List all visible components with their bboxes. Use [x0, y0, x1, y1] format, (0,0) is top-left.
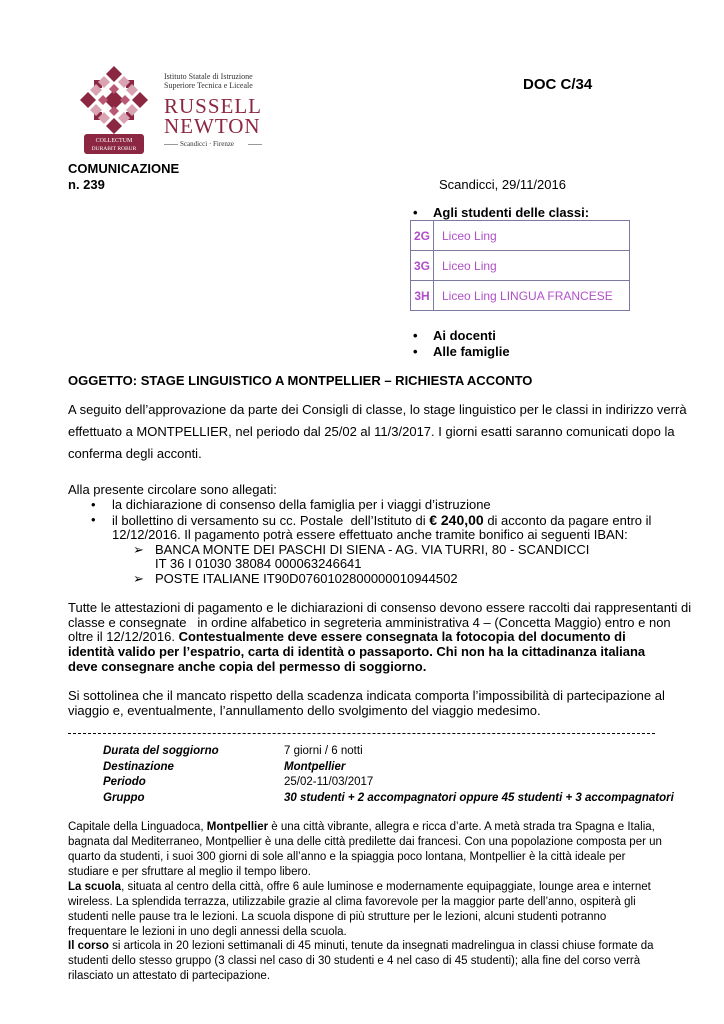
detail-label: Durata del soggiorno — [103, 745, 219, 757]
doc-code: DOC C/34 — [523, 76, 593, 93]
attachment-item-text: di acconto da pagare entro il — [483, 513, 652, 528]
description-line — [68, 940, 654, 952]
logo-location: Scandicci · Firenze — [180, 140, 235, 148]
bullet: • — [91, 497, 96, 512]
description-line: bagnata dal Mediterraneo, Montpellier è una delle città predilette dai francesi. Con una popolazione composta per un — [68, 836, 662, 848]
class-code: 2G — [411, 221, 434, 251]
class-name: Liceo Ling LINGUA FRANCESE — [434, 281, 630, 311]
description-bold: La scuola — [68, 881, 122, 893]
payment-text-bold: Contestualmente deve essere consegnata la fotocopia del documento di — [178, 629, 626, 644]
logo-name-newton: NEWTON — [164, 114, 261, 138]
students-heading-bullet: • — [413, 205, 418, 220]
subject-line: OGGETTO: STAGE LINGUISTICO A MONTPELLIER – RICHIESTA ACCONTO — [68, 373, 533, 388]
payment-text: oltre il 12/12/2016. — [68, 629, 179, 644]
class-name: Liceo Ling — [434, 251, 630, 281]
arrow-bullet-icon: ➢ — [133, 542, 144, 557]
description-text: si articola in 20 lezioni settimanali di 45 minuti, tenute da insegnati madrelingua in classi chiuse formate da — [108, 940, 654, 952]
attachment-item — [112, 512, 651, 528]
recipient-families: Alle famiglie — [433, 344, 510, 359]
dashed-separator — [68, 733, 655, 734]
payment-line: classe e consegnate in ordine alfabetico in segreteria amministrativa 4 – (Concetta Maggio) entro e non — [68, 615, 671, 630]
detail-value: 25/02-11/03/2017 — [284, 776, 374, 788]
description-line — [68, 881, 651, 893]
seal-text-2: DURABIT ROBUR — [91, 146, 137, 152]
detail-value: Montpellier — [284, 761, 346, 773]
payment-line-bold: identità valido per l’espatrio, carta di identità o passaporto. Chi non ha la cittadinanza italiana — [68, 644, 646, 659]
description-line: studenti nelle pause tra le lezioni. La scuola dispone di più strutture per le lezioni, alcuni studenti potranno — [68, 911, 607, 923]
students-heading: Agli studenti delle classi: — [433, 205, 590, 220]
detail-value: 30 studenti + 2 accompagnatori oppure 45 studenti + 3 accompagnatori — [284, 792, 674, 804]
description-text: Capitale della Linguadoca, — [68, 821, 207, 833]
description-line: studenti dello stesso gruppo (3 classi nel caso di 30 studenti e 4 nel caso di 45 studenti); alla fine del corso verrà — [68, 955, 641, 967]
detail-label: Periodo — [103, 776, 146, 788]
seal-text-1: COLLECTUM — [95, 138, 133, 144]
bullet: • — [91, 512, 96, 527]
class-name: Liceo Ling — [434, 221, 630, 251]
arrow-bullet-icon: ➢ — [133, 571, 144, 586]
bullet: • — [413, 344, 418, 359]
table-row — [411, 221, 630, 251]
classes-table — [410, 220, 630, 311]
intro-line: A seguito dell’approvazione da parte dei Consigli di classe, lo stage linguistico per le classi in indirizzo verrà — [68, 402, 687, 417]
description-line: studiare e per sfruttare al meglio il tempo libero. — [68, 866, 311, 878]
iban-bank-code: IT 36 I 01030 38084 000063246641 — [155, 556, 362, 571]
iban-bank: BANCA MONTE DEI PASCHI DI SIENA - AG. VIA TURRI, 80 - SCANDICCI — [155, 542, 590, 557]
intro-line: effettuato a MONTPELLIER, nel periodo dal 25/02 al 11/3/2017. I giorni esatti saranno comunicati dopo la — [68, 424, 675, 439]
logo-rule-right — [248, 144, 262, 145]
logo-name-russell: RUSSELL — [164, 94, 263, 118]
payment-line: Tutte le attestazioni di pagamento e le dichiarazioni di consenso devono essere raccolti dai rappresentanti di — [68, 600, 692, 615]
description-line — [68, 821, 655, 833]
intro-line: conferma degli acconti. — [68, 446, 202, 461]
table-row — [411, 251, 630, 281]
description-text: , situata al centro della città, offre 6 aule luminose e modernamente equipaggiate, lounge area e internet — [121, 881, 651, 893]
detail-label: Destinazione — [103, 761, 174, 773]
bullet: • — [413, 328, 418, 343]
communication-number: n. 239 — [68, 177, 105, 192]
warning-line: viaggio e, eventualmente, l’annullamento dello svolgimento del viaggio medesimo. — [68, 703, 541, 718]
logo-institute-line2: Superiore Tecnica e Liceale — [164, 81, 253, 90]
school-logo — [68, 62, 268, 158]
description-line: rilasciato un attestato di partecipazione. — [68, 970, 271, 982]
attachment-item-line2: 12/12/2016. Il pagamento potrà essere effettuato anche tramite bonifico ai seguenti IBAN: — [112, 527, 628, 542]
logo-rule-left — [164, 144, 178, 145]
iban-post: POSTE ITALIANE IT90D0760102800000010944502 — [155, 571, 458, 586]
deposit-amount: € 240,00 — [429, 512, 484, 528]
logo-institute-line1: Istituto Statale di Istruzione — [164, 72, 253, 81]
school-emblem-icon — [68, 62, 160, 158]
attachments-heading: Alla presente circolare sono allegati: — [68, 482, 277, 497]
description-line: wireless. La splendida terrazza, utilizzabile grazie al clima favorevole per la maggior parte dell’anno, ospiterà gli — [68, 896, 636, 908]
payment-line — [68, 629, 626, 644]
payment-line-bold: deve consegnare anche copia del permesso di soggiorno. — [68, 659, 427, 674]
detail-value: 7 giorni / 6 notti — [284, 745, 363, 757]
description-line: quarto da studenti, i suoi 300 giorni di sole all’anno e la spiaggia poco lontana, Montpellier è la città ideale per — [68, 851, 626, 863]
description-bold: Montpellier — [206, 821, 269, 833]
communication-label: COMUNICAZIONE — [68, 161, 180, 176]
attachment-item-text: il bollettino di versamento su cc. Postale dell’Istituto di — [112, 513, 430, 528]
table-row — [411, 281, 630, 311]
detail-label: Gruppo — [103, 792, 145, 804]
attachment-item: la dichiarazione di consenso della famiglia per i viaggi d’istruzione — [112, 497, 491, 512]
description-text: è una città vibrante, allegra e ricca d’arte. A metà strada tra Spagna e Italia, — [268, 821, 655, 833]
class-code: 3G — [411, 251, 434, 281]
description-bold: Il corso — [68, 940, 109, 952]
recipient-teachers: Ai docenti — [433, 328, 496, 343]
warning-line: Si sottolinea che il mancato rispetto della scadenza indicata comporta l’impossibilità di partecipazione al — [68, 688, 665, 703]
place-date: Scandicci, 29/11/2016 — [439, 177, 566, 192]
class-code: 3H — [411, 281, 434, 311]
description-line: frequentare le lezioni in uno degli annessi della scuola. — [68, 926, 347, 938]
